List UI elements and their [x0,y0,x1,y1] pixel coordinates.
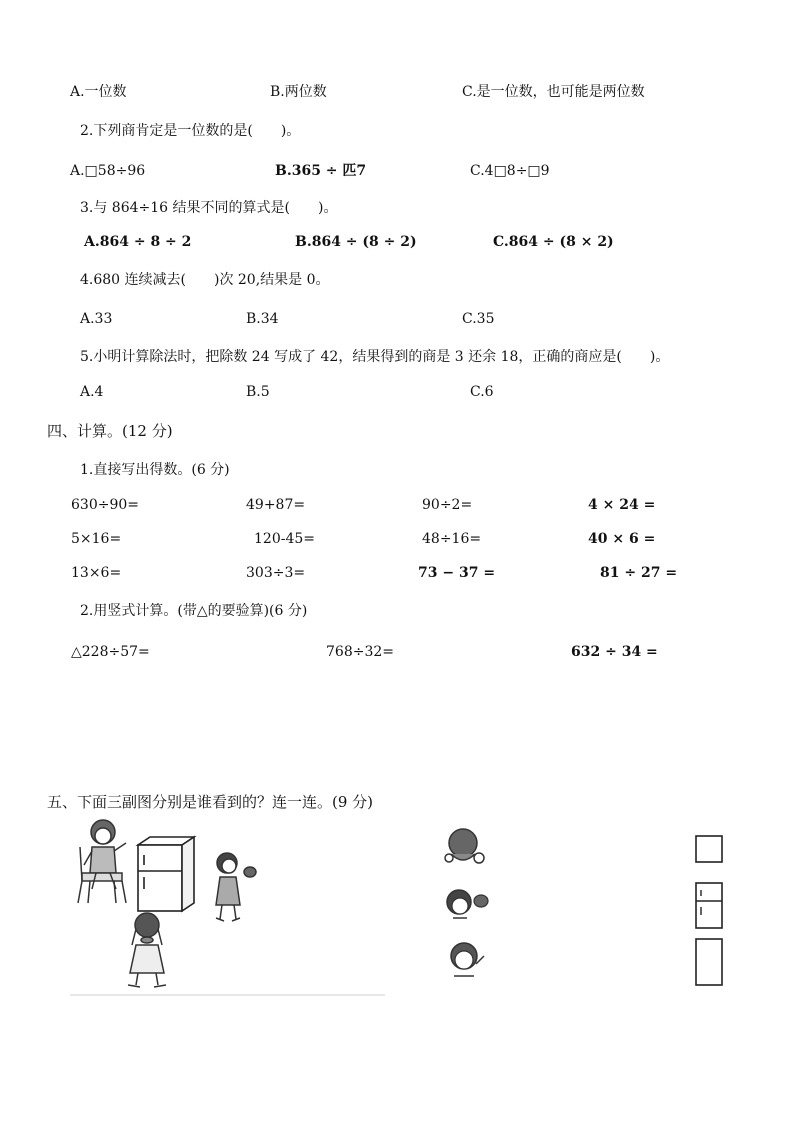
girl-right-figure [216,853,256,921]
oral-calc-item: 13×6= [71,565,122,581]
girl-side-head-icon [443,885,489,923]
q2-stem: 2.下列商肯定是一位数的是( )。 [80,123,301,139]
q4-option-c: C.35 [462,311,495,327]
section4-sub1: 1.直接写出得数。(6 分) [80,462,230,478]
oral-calc-item: 40 × 6 = [588,531,656,547]
q1-option-b: B.两位数 [270,84,327,100]
q5-option-a: A.4 [80,384,104,400]
oral-calc-item: 630÷90= [71,497,139,513]
q5-option-b: B.5 [246,384,270,400]
oral-calc-item: 73 − 37 = [418,565,496,581]
oral-calc-item: 48÷16= [422,531,482,547]
q2-option-c: C.4□8÷□9 [470,163,550,179]
scene-illustration [70,815,390,1000]
q4-option-a: A.33 [80,311,113,327]
vertical-calc-item: 768÷32= [326,644,394,660]
oral-calc-item: 49+87= [246,497,306,513]
oral-calc-item: 81 ÷ 27 = [600,565,678,581]
q3-option-a: A.864 ÷ 8 ÷ 2 [84,234,192,250]
q3-stem: 3.与 864÷16 结果不同的算式是( )。 [80,200,338,216]
back-view-head-icon [443,826,489,870]
oral-calc-item: 120-45= [254,531,315,547]
q1-option-c: C.是一位数，也可能是两位数 [462,84,645,100]
boy-front-head-icon [446,940,490,980]
vertical-calc-item: 632 ÷ 34 = [571,644,658,660]
section4-title: 四、计算。(12 分) [47,422,173,440]
boy-on-chair-figure [78,820,126,903]
q1-option-a: A.一位数 [70,84,127,100]
fridge-top-view-shape [695,835,725,865]
oral-calc-item: 4 × 24 = [588,497,656,513]
q3-option-b: B.864 ÷ (8 ÷ 2) [295,234,417,250]
q5-option-c: C.6 [470,384,494,400]
oral-calc-item: 5×16= [71,531,122,547]
q5-stem: 5.小明计算除法时，把除数 24 写成了 42，结果得到的商是 3 还余 18，正确的商应是( )。 [80,349,670,365]
section4-sub2: 2.用竖式计算。(带△的要验算)(6 分) [80,603,308,619]
oral-calc-item: 90÷2= [422,497,473,513]
girl-back-figure [128,913,166,987]
oral-calc-item: 303÷3= [246,565,306,581]
refrigerator-figure [138,837,194,911]
section5-title: 五、下面三副图分别是谁看到的？连一连。(9 分) [47,793,374,811]
vertical-calc-item: △228÷57= [71,644,150,660]
q4-option-b: B.34 [246,311,279,327]
fridge-side-view-shape [695,938,725,988]
fridge-front-view-shape [695,882,725,930]
q3-option-c: C.864 ÷ (8 × 2) [493,234,614,250]
q4-stem: 4.680 连续减去( )次 20,结果是 0。 [80,272,330,288]
q2-option-a: A.□58÷96 [70,163,146,179]
q2-option-b: B.365 ÷ 匹7 [275,163,367,179]
